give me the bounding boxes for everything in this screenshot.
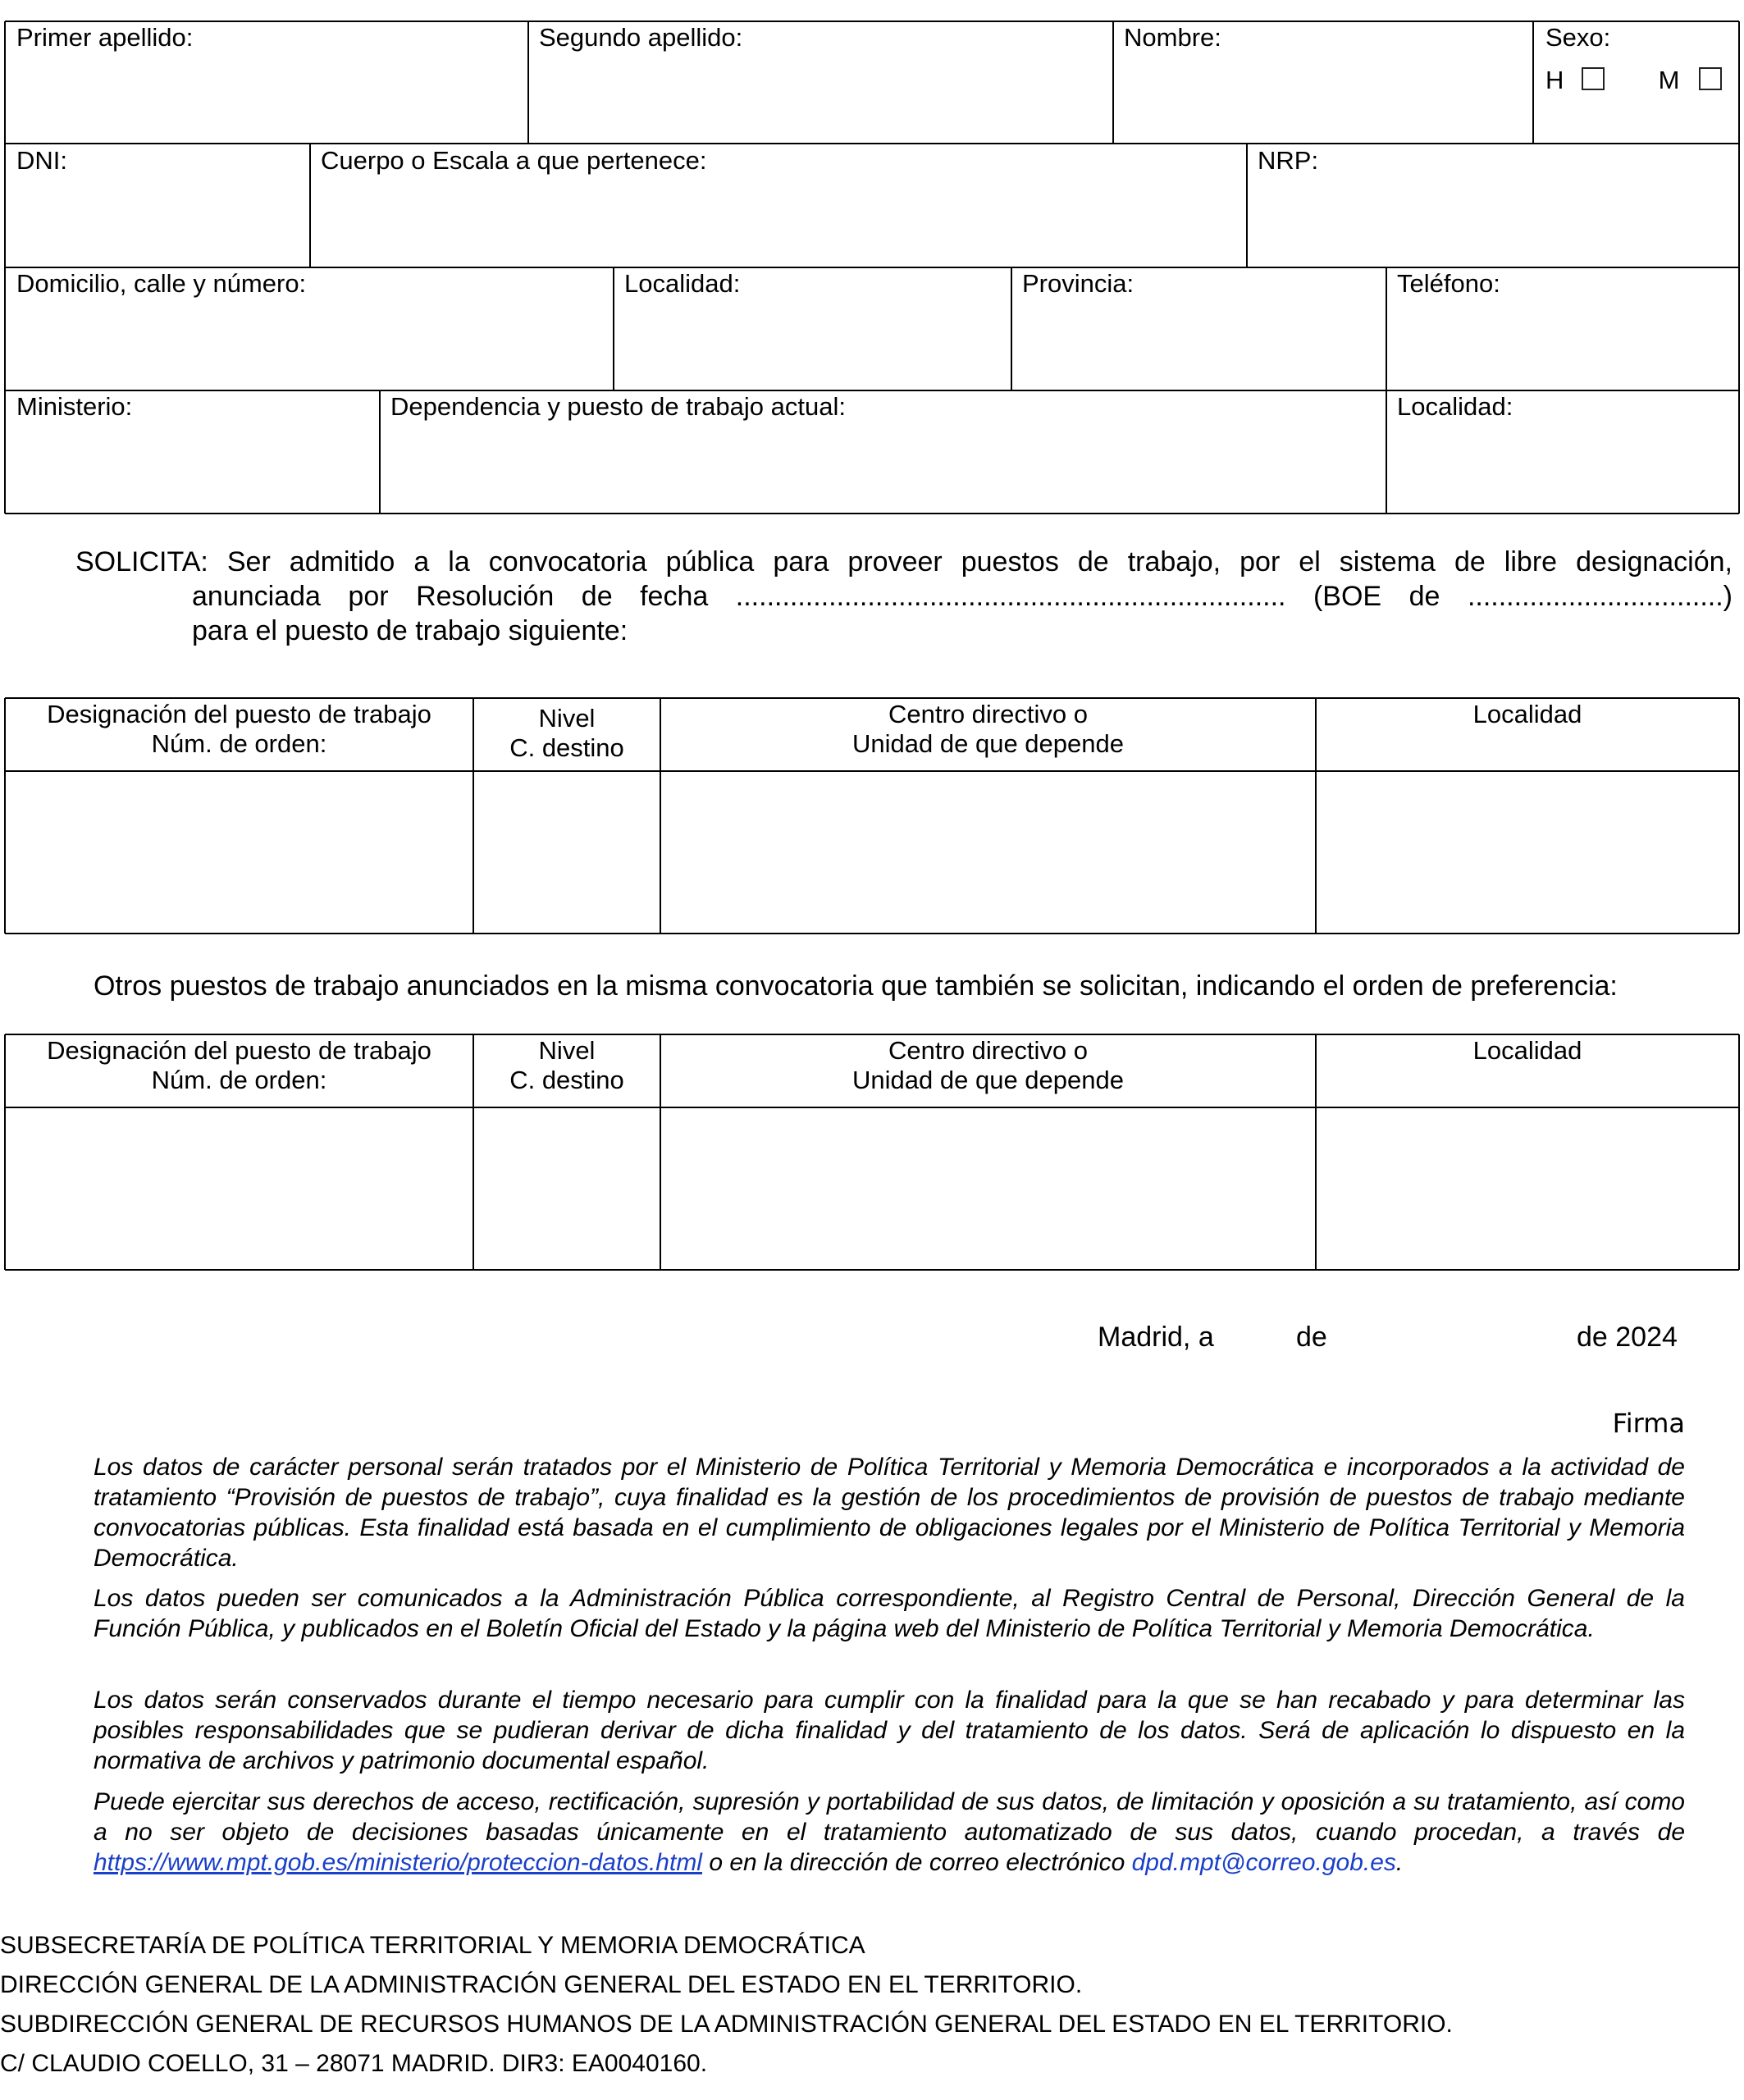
t1-centro-l1: Centro directivo o — [888, 700, 1088, 728]
dependencia-field[interactable] — [390, 392, 846, 422]
t2-designacion-l1: Designación del puesto de trabajo — [47, 1036, 431, 1065]
legal-paragraph-2: Los datos pueden ser comunicados a la Administración Pública correspondiente, al Registro Central de Personal, Dirección General de la Función Pública, y publicados en el Boletín Oficial del Estado y la página web del Ministerio de Política Territorial y Memoria Democrática. — [94, 1585, 1685, 1642]
footer-line-2: DIRECCIÓN GENERAL DE LA ADMINISTRACIÓN GENERAL DEL ESTADO EN EL TERRITORIO. — [0, 1971, 1083, 1998]
localidad-label: Localidad: — [624, 269, 741, 298]
cuerpo-label: Cuerpo o Escala a que pertenece: — [321, 146, 707, 175]
nrp-field[interactable] — [1258, 146, 1318, 176]
firma-label: Firma — [1612, 1408, 1685, 1439]
t2-nivel-l2: C. destino — [509, 1066, 624, 1094]
t2-designacion-l2: Núm. de orden: — [151, 1066, 327, 1094]
sexo-options — [1545, 66, 1722, 95]
t2-data-row[interactable] — [7, 1109, 1737, 1268]
dni-field[interactable] — [16, 146, 67, 176]
fecha-de-2024: de 2024 — [1577, 1322, 1678, 1353]
t1-nivel-l1: Nivel — [538, 704, 596, 733]
sexo-m-label: M — [1658, 66, 1680, 94]
cuerpo-field[interactable] — [321, 146, 706, 176]
t1-header-localidad: Localidad — [1472, 700, 1582, 728]
domicilio-field[interactable] — [16, 269, 306, 299]
sexo-label: Sexo: — [1545, 23, 1611, 52]
t2-nivel-l1: Nivel — [538, 1036, 596, 1065]
t1-header-designacion — [5, 700, 473, 759]
legal-paragraph-1: Los datos de carácter personal serán tratados por el Ministerio de Política Territorial y Memoria Democrática e incorporados a la actividad de tratamiento “Provisión de puestos de trabajo”, cuya finalidad es la gestión de los procedimientos de provisión de puestos de trabajo mediante convocatorias públicas. Esta finalidad está basada en el cumplimiento de obligaciones legales por el Ministerio de Política Territorial y Memoria Democrática. — [94, 1454, 1685, 1572]
t1-header-nivel — [473, 704, 660, 763]
fecha-madrid: Madrid, a — [1098, 1322, 1214, 1353]
segundo-apellido-field[interactable] — [539, 23, 742, 52]
ministerio-field[interactable] — [16, 392, 132, 422]
localidad-field[interactable] — [624, 269, 740, 299]
t1-designacion-l2: Núm. de orden: — [151, 729, 327, 758]
dependencia-label: Dependencia y puesto de trabajo actual: — [390, 392, 846, 421]
nrp-label: NRP: — [1258, 146, 1319, 175]
localidad-trabajo-field[interactable] — [1397, 392, 1513, 422]
telefono-field[interactable] — [1397, 269, 1500, 299]
legal-p4-end: . — [1395, 1849, 1404, 1876]
domicilio-label: Domicilio, calle y número: — [16, 269, 307, 298]
t2-header-nivel — [473, 1036, 660, 1095]
ministerio-label: Ministerio: — [16, 392, 133, 421]
sexo-h-label: H — [1545, 66, 1564, 94]
t1-data-row[interactable] — [7, 773, 1737, 932]
proteccion-datos-link[interactable]: https://www.mpt.gob.es/ministerio/proteccion-datos.html — [94, 1849, 702, 1876]
legal-p4-pre: Puede ejercitar sus derechos de acceso, rectificación, supresión y portabilidad de sus datos, de limitación y oposición a su tratamiento, así como a no ser objeto de decisiones basadas únicamente en el tratamiento automatizado de sus datos, cuando procedan, a través de — [94, 1788, 1685, 1846]
primer-apellido-label: Primer apellido: — [16, 23, 194, 52]
solicita-line-1: SOLICITA: Ser admitido a la convocatoria pública para proveer puestos de trabajo, por el sistema de libre designación, — [75, 546, 1733, 578]
footer-line-1: SUBSECRETARÍA DE POLÍTICA TERRITORIAL Y MEMORIA DEMOCRÁTICA — [0, 1932, 865, 1959]
t2-header-localidad: Localidad — [1472, 1036, 1582, 1065]
otros-puestos-text: Otros puestos de trabajo anunciados en la misma convocatoria que también se solicitan, indicando el orden de preferencia: — [94, 970, 1618, 1002]
dpd-email-link[interactable]: dpd.mpt@correo.gob.es — [1131, 1849, 1396, 1876]
provincia-field[interactable] — [1022, 269, 1134, 299]
t2-header-designacion — [5, 1036, 473, 1095]
t1-header-centro — [660, 700, 1316, 759]
sexo-h-checkbox[interactable] — [1582, 67, 1605, 90]
telefono-label: Teléfono: — [1397, 269, 1500, 298]
nombre-field[interactable] — [1124, 23, 1221, 52]
localidad-trabajo-label: Localidad: — [1397, 392, 1513, 421]
legal-paragraph-4 — [94, 1787, 1685, 1878]
t2-header-centro — [660, 1036, 1316, 1095]
fecha-de-1: de — [1296, 1322, 1327, 1353]
primer-apellido-field[interactable] — [16, 23, 193, 52]
footer-line-4: C/ CLAUDIO COELLO, 31 – 28071 MADRID. DIR3: EA0040160. — [0, 2050, 708, 2077]
dni-label: DNI: — [16, 146, 67, 175]
footer-line-3: SUBDIRECCIÓN GENERAL DE RECURSOS HUMANOS DE LA ADMINISTRACIÓN GENERAL DEL ESTADO EN EL TERRITORIO. — [0, 2011, 1453, 2038]
legal-p4-mid: o en la dirección de correo electrónico — [701, 1849, 1132, 1876]
nombre-label: Nombre: — [1124, 23, 1221, 52]
t1-nivel-l2: C. destino — [509, 733, 624, 762]
segundo-apellido-label: Segundo apellido: — [539, 23, 743, 52]
solicita-line-2: anunciada por Resolución de fecha ....................................................................... (BOE de .................................) — [192, 581, 1733, 612]
solicita-line-3: para el puesto de trabajo siguiente: — [192, 615, 628, 646]
legal-paragraph-3: Los datos serán conservados durante el tiempo necesario para cumplir con la finalidad para la que se han recabado y para determinar las posibles responsabilidades que se pudieran derivar de dicha finalidad y del tratamiento de los datos. Será de aplicación lo dispuesto en la normativa de archivos y patrimonio documental español. — [94, 1687, 1685, 1774]
sexo-m-checkbox[interactable] — [1699, 67, 1722, 90]
t1-centro-l2: Unidad de que depende — [852, 729, 1124, 758]
t2-centro-l2: Unidad de que depende — [852, 1066, 1124, 1094]
t1-designacion-l1: Designación del puesto de trabajo — [47, 700, 431, 728]
t2-centro-l1: Centro directivo o — [888, 1036, 1088, 1065]
provincia-label: Provincia: — [1022, 269, 1135, 298]
